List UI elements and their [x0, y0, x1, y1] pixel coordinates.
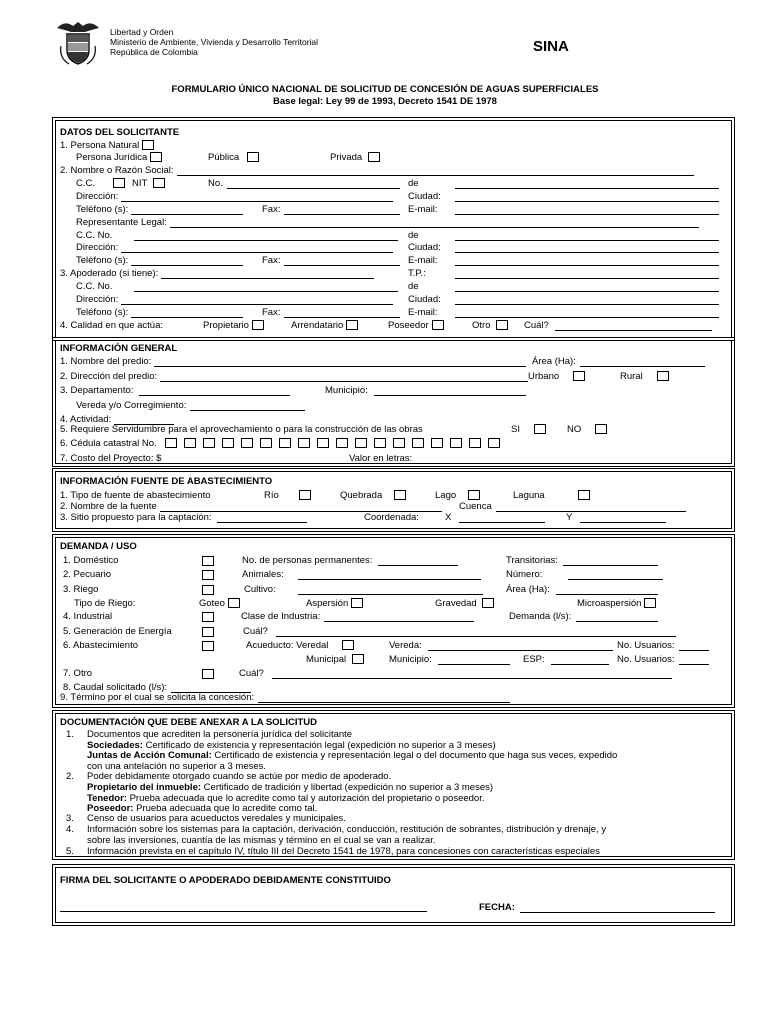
- aspersion-checkbox[interactable]: [351, 598, 363, 608]
- municipio-acueducto-field[interactable]: [438, 655, 510, 665]
- nombre-fuente-field[interactable]: [160, 502, 442, 512]
- cc-label: C.C.: [76, 178, 95, 189]
- poseedor-checkbox[interactable]: [432, 320, 444, 330]
- municipio-label: Municipio:: [325, 385, 368, 396]
- fax-field[interactable]: [284, 205, 400, 215]
- abastecimiento-label: 6. Abastecimiento: [63, 640, 138, 651]
- cedula-digit-4[interactable]: [222, 438, 234, 448]
- doc-de-label: de: [408, 178, 419, 189]
- predio-field[interactable]: [154, 357, 526, 367]
- telefono-field[interactable]: [131, 205, 243, 215]
- abastecimiento-checkbox[interactable]: [202, 641, 214, 651]
- cedula-digit-16[interactable]: [450, 438, 462, 448]
- otro-calidad-checkbox[interactable]: [496, 320, 508, 330]
- tipo-riego-label: Tipo de Riego:: [74, 598, 136, 609]
- rural-label: Rural: [620, 371, 643, 382]
- termino-field[interactable]: [258, 693, 510, 703]
- rep-cc-label: C.C. No.: [76, 230, 113, 241]
- rep-ciudad-field[interactable]: [455, 243, 719, 253]
- doc-item-1: Documentos que acrediten la personería jurídica del solicitante: [87, 729, 353, 740]
- cedula-digit-13[interactable]: [393, 438, 405, 448]
- area-label: Área (Ha):: [532, 356, 576, 367]
- section-heading-firma: FIRMA DEL SOLICITANTE O APODERADO DEBIDAMENTE CONSTITUIDO: [60, 875, 391, 886]
- cuenca-label: Cuenca: [459, 501, 492, 512]
- cedula-digit-12[interactable]: [374, 438, 386, 448]
- apo-cc-label: C.C. No.: [76, 281, 113, 292]
- area-riego-field[interactable]: [556, 585, 658, 595]
- representante-field[interactable]: [170, 218, 699, 228]
- letras-label: Valor en letras:: [349, 453, 413, 464]
- area-riego-label: Área (Ha):: [506, 584, 550, 595]
- usuarios-municipal-label: No. Usuarios:: [617, 654, 675, 665]
- rep-fax-field[interactable]: [284, 256, 400, 266]
- transitorias-field[interactable]: [563, 556, 658, 566]
- doc-num-4: 4.: [66, 824, 74, 835]
- transitorias-label: Transitorias:: [506, 555, 558, 566]
- permanentes-field[interactable]: [378, 556, 458, 566]
- rep-email-label: E-mail:: [408, 255, 438, 266]
- cual-otro-field[interactable]: [272, 669, 672, 679]
- cual-calidad-label: Cuál?: [524, 320, 549, 331]
- ciudad-field[interactable]: [455, 192, 719, 202]
- gravedad-label: Gravedad: [435, 598, 477, 609]
- area-field[interactable]: [580, 357, 705, 367]
- cedula-digit-2[interactable]: [184, 438, 196, 448]
- coord-y-field[interactable]: [580, 513, 666, 523]
- lago-checkbox[interactable]: [468, 490, 480, 500]
- direccion-label: Dirección:: [76, 191, 119, 202]
- caudal-label: 8. Caudal solicitado (l/s):: [63, 682, 168, 693]
- email-field[interactable]: [455, 205, 719, 215]
- demanda-ls-field[interactable]: [576, 612, 658, 622]
- cuenca-field[interactable]: [496, 502, 686, 512]
- acueducto-veredal-label: Acueducto: Veredal: [246, 640, 329, 651]
- clase-industria-label: Clase de Industria:: [241, 611, 321, 622]
- actividad-label: 4. Actividad:: [60, 414, 112, 425]
- apoderado-label: 3. Apoderado (si tiene):: [60, 268, 159, 279]
- rep-telefono-field[interactable]: [131, 256, 243, 266]
- apo-direccion-label: Dirección:: [76, 294, 119, 305]
- rep-de-field[interactable]: [455, 231, 719, 241]
- rep-fax-label: Fax:: [262, 255, 281, 266]
- urbano-checkbox[interactable]: [573, 371, 585, 381]
- goteo-label: Goteo: [199, 598, 225, 609]
- arrendatario-label: Arrendatario: [291, 320, 344, 331]
- doc-propietario-text: Certificado de tradición y libertad (expedición no superior a 3 meses): [201, 782, 494, 793]
- vereda-acueducto-label: Vereda:: [389, 640, 422, 651]
- section-firma: [52, 864, 735, 926]
- numero-label: Número:: [506, 569, 543, 580]
- apo-direccion-field[interactable]: [121, 295, 393, 305]
- riego-checkbox[interactable]: [202, 585, 214, 595]
- no-label: NO: [567, 424, 582, 435]
- rep-direccion-label: Dirección:: [76, 242, 119, 253]
- doc-item-3: Censo de usuarios para acueductos veredales y municipales.: [87, 813, 346, 824]
- cedula-digit-9[interactable]: [317, 438, 329, 448]
- municipio-field[interactable]: [374, 386, 526, 396]
- termino-label: 9. Término por el cual se solicita la concesión:: [60, 692, 255, 703]
- doc-sociedades-bold: Sociedades:: [87, 740, 143, 751]
- dir-predio-field[interactable]: [160, 372, 528, 382]
- dir-predio-label: 2. Dirección del predio:: [60, 371, 158, 382]
- otro-uso-checkbox[interactable]: [202, 669, 214, 679]
- apo-fax-label: Fax:: [262, 307, 281, 318]
- rep-telefono-label: Teléfono (s):: [76, 255, 129, 266]
- header-line-2: Ministerio de Ambiente, Vivienda y Desarrollo Territorial: [110, 37, 319, 47]
- privada-checkbox[interactable]: [368, 152, 380, 162]
- urbano-label: Urbano: [528, 371, 560, 382]
- doc-item-4b: sobre las inversiones, cuantía de las mismas y término en el cual se van a realizar.: [87, 835, 436, 846]
- cedula-digit-17[interactable]: [469, 438, 481, 448]
- cedula-digit-15[interactable]: [431, 438, 443, 448]
- cual-energia-label: Cuál?: [243, 626, 268, 637]
- section-heading-general: INFORMACIÓN GENERAL: [60, 343, 178, 354]
- cultivo-field[interactable]: [298, 585, 483, 595]
- publica-checkbox[interactable]: [247, 152, 259, 162]
- rep-email-field[interactable]: [455, 256, 719, 266]
- persona-natural-label: 1. Persona Natural: [60, 140, 140, 151]
- si-label: SI: [511, 424, 520, 435]
- esp-label: ESP:: [523, 654, 545, 665]
- energia-checkbox[interactable]: [202, 627, 214, 637]
- rep-direccion-field[interactable]: [121, 243, 393, 253]
- apo-telefono-label: Teléfono (s):: [76, 307, 129, 318]
- section-heading-fuente: INFORMACIÓN FUENTE DE ABASTECIMIENTO: [60, 476, 273, 487]
- rio-label: Río: [264, 490, 279, 501]
- industrial-label: 4. Industrial: [63, 611, 113, 622]
- doc-no-field[interactable]: [227, 179, 400, 189]
- costo-field[interactable]: [161, 454, 291, 464]
- permanentes-label: No. de personas permanentes:: [242, 555, 373, 566]
- apo-de-field[interactable]: [455, 282, 719, 292]
- vereda-acueducto-field[interactable]: [428, 641, 613, 651]
- fecha-label: FECHA:: [479, 902, 515, 913]
- apo-email-label: E-mail:: [408, 307, 438, 318]
- goteo-checkbox[interactable]: [228, 598, 240, 608]
- cedula-label: 6. Cédula catastral No.: [60, 438, 157, 449]
- telefono-label: Teléfono (s):: [76, 204, 129, 215]
- doc-num-5: 5.: [66, 846, 74, 857]
- pecuario-checkbox[interactable]: [202, 570, 214, 580]
- fecha-field[interactable]: [520, 903, 715, 913]
- cedula-digit-7[interactable]: [279, 438, 291, 448]
- razon-social-field[interactable]: [177, 166, 694, 176]
- direccion-field[interactable]: [121, 192, 393, 202]
- vereda-label: Vereda y/o Corregimiento:: [76, 400, 187, 411]
- cual-calidad-field[interactable]: [555, 321, 712, 331]
- sitio-field[interactable]: [217, 513, 307, 523]
- aspersion-label: Aspersión: [306, 598, 349, 609]
- rural-checkbox[interactable]: [657, 371, 669, 381]
- cultivo-label: Cultivo:: [244, 584, 276, 595]
- cual-otro-label: Cuál?: [239, 668, 264, 679]
- cedula-digit-8[interactable]: [298, 438, 310, 448]
- quebrada-checkbox[interactable]: [394, 490, 406, 500]
- apo-cc-field[interactable]: [134, 282, 398, 292]
- esp-field[interactable]: [551, 655, 609, 665]
- doc-jac-text: Certificado de existencia y representación legal o del documento que haga sus veces, expedido: [211, 750, 618, 761]
- coord-y-label: Y: [566, 512, 573, 523]
- predio-label: 1. Nombre del predio:: [60, 356, 152, 367]
- animales-label: Animales:: [242, 569, 284, 580]
- doc-item-5: Información prevista en el capítulo IV, título III del Decreto 1541 de 1978, para concesiones con características especiales: [87, 846, 600, 857]
- cedula-digit-14[interactable]: [412, 438, 424, 448]
- cedula-digit-1[interactable]: [165, 438, 177, 448]
- doc-item-2: Poder debidamente otorgado cuando se actúe por medio de apoderado.: [87, 771, 392, 782]
- section-heading-solicitante: DATOS DEL SOLICITANTE: [60, 127, 180, 138]
- gravedad-checkbox[interactable]: [482, 598, 494, 608]
- doc-poseedor-text: Prueba adecuada que lo acredite como tal.: [133, 803, 318, 814]
- propietario-checkbox[interactable]: [252, 320, 264, 330]
- coord-x-label: X: [445, 512, 452, 523]
- razon-social-label: 2. Nombre o Razón Social:: [60, 165, 174, 176]
- domestico-checkbox[interactable]: [202, 556, 214, 566]
- doc-jac-text-2: con una antelación no superior a 3 meses.: [87, 761, 267, 772]
- persona-juridica-checkbox[interactable]: [150, 152, 162, 162]
- clase-industria-field[interactable]: [324, 612, 474, 622]
- doc-item-4: Información sobre los sistemas para la captación, derivación, conducción, restitución de sobrantes, distribución y drenaje, y: [87, 824, 607, 835]
- ciudad-label: Ciudad:: [408, 191, 441, 202]
- doc-poseedor-bold: Poseedor:: [87, 803, 134, 814]
- vereda-field[interactable]: [190, 401, 305, 411]
- tipo-fuente-label: 1. Tipo de fuente de abastecimiento: [60, 490, 211, 501]
- municipal-label: Municipal: [306, 654, 347, 665]
- doc-num-1: 1.: [66, 729, 74, 740]
- calidad-label: 4. Calidad en que actúa:: [60, 320, 163, 331]
- usuarios-municipal-field[interactable]: [679, 655, 709, 665]
- usuarios-veredal-field[interactable]: [679, 641, 709, 651]
- sina-label: SINA: [533, 38, 569, 55]
- rep-cc-field[interactable]: [134, 231, 398, 241]
- letras-field[interactable]: [416, 454, 706, 464]
- email-label: E-mail:: [408, 204, 438, 215]
- propietario-label: Propietario: [203, 320, 249, 331]
- doc-tenedor-bold: Tenedor:: [87, 793, 127, 804]
- costo-label: 7. Costo del Proyecto: $: [60, 453, 162, 464]
- nombre-fuente-label: 2. Nombre de la fuente: [60, 501, 157, 512]
- apo-email-field[interactable]: [455, 308, 719, 318]
- doc-propietario-bold: Propietario del inmueble:: [87, 782, 202, 793]
- servidumbre-label: 5. Requiere Servidumbre para el aprovechamiento o para la construcción de las obras: [60, 424, 423, 435]
- arrendatario-checkbox[interactable]: [346, 320, 358, 330]
- laguna-label: Laguna: [513, 490, 545, 501]
- rep-de-label: de: [408, 230, 419, 241]
- microaspersion-label: Microaspersión: [577, 598, 642, 609]
- apo-telefono-field[interactable]: [131, 308, 243, 318]
- persona-juridica-label: Persona Jurídica: [76, 152, 148, 163]
- form-subtitle: Base legal: Ley 99 de 1993, Decreto 1541 DE 1978: [273, 96, 497, 107]
- doc-no-label: No.: [208, 178, 223, 189]
- form-title: FORMULARIO ÚNICO NACIONAL DE SOLICITUD DE CONCESIÓN DE AGUAS SUPERFICIALES: [171, 84, 599, 95]
- servidumbre-si-checkbox[interactable]: [534, 424, 546, 434]
- animales-field[interactable]: [298, 570, 481, 580]
- header-line-1: Libertad y Orden: [110, 27, 174, 37]
- doc-num-3: 3.: [66, 813, 74, 824]
- sitio-label: 3. Sitio propuesto para la captación:: [60, 512, 212, 523]
- doc-jac-bold: Juntas de Acción Comunal:: [87, 750, 212, 761]
- doc-tenedor-text: Prueba adecuada que lo acredite como tal y autorización del propietario o poseedor.: [126, 793, 485, 804]
- industrial-checkbox[interactable]: [202, 612, 214, 622]
- depto-field[interactable]: [139, 386, 290, 396]
- apo-ciudad-label: Ciudad:: [408, 294, 441, 305]
- apo-fax-field[interactable]: [284, 308, 400, 318]
- depto-label: 3. Departamento:: [60, 385, 134, 396]
- laguna-checkbox[interactable]: [578, 490, 590, 500]
- servidumbre-no-checkbox[interactable]: [595, 424, 607, 434]
- fax-label: Fax:: [262, 204, 281, 215]
- cedula-digit-18[interactable]: [488, 438, 500, 448]
- representante-label: Representante Legal:: [76, 217, 167, 228]
- pecuario-label: 2. Pecuario: [63, 569, 112, 580]
- cedula-digit-6[interactable]: [260, 438, 272, 448]
- rio-checkbox[interactable]: [299, 490, 311, 500]
- nit-checkbox[interactable]: [153, 178, 165, 188]
- numero-field[interactable]: [568, 570, 663, 580]
- apoderado-field[interactable]: [161, 269, 374, 279]
- cual-energia-field[interactable]: [276, 627, 676, 637]
- municipal-checkbox[interactable]: [352, 654, 364, 664]
- doc-num-2: 2.: [66, 771, 74, 782]
- cc-checkbox[interactable]: [113, 178, 125, 188]
- cedula-digit-3[interactable]: [203, 438, 215, 448]
- coord-x-field[interactable]: [459, 513, 545, 523]
- quebrada-label: Quebrada: [340, 490, 383, 501]
- coat-of-arms-logo: [55, 18, 101, 68]
- poseedor-label: Poseedor: [388, 320, 429, 331]
- section-heading-documentos: DOCUMENTACIÓN QUE DEBE ANEXAR A LA SOLICITUD: [60, 717, 318, 728]
- doc-sociedades-text: Certificado de existencia y representación legal (expedición no superior a 3 meses): [142, 740, 496, 751]
- otro-calidad-label: Otro: [472, 320, 491, 331]
- firma-field[interactable]: [60, 902, 427, 912]
- privada-label: Privada: [330, 152, 363, 163]
- riego-label: 3. Riego: [63, 584, 99, 595]
- municipio-acueducto-label: Municipio:: [389, 654, 432, 665]
- tp-field[interactable]: [455, 269, 719, 279]
- coordenada-label: Coordenada:: [364, 512, 419, 523]
- rep-ciudad-label: Ciudad:: [408, 242, 441, 253]
- section-heading-demanda: DEMANDA / USO: [60, 541, 137, 552]
- header-line-3: República de Colombia: [110, 47, 198, 57]
- domestico-label: 1. Doméstico: [63, 555, 119, 566]
- apo-de-label: de: [408, 281, 419, 292]
- apo-ciudad-field[interactable]: [455, 295, 719, 305]
- publica-label: Pública: [208, 152, 240, 163]
- cedula-digit-5[interactable]: [241, 438, 253, 448]
- microaspersion-checkbox[interactable]: [644, 598, 656, 608]
- cedula-digit-10[interactable]: [336, 438, 348, 448]
- usuarios-veredal-label: No. Usuarios:: [617, 640, 675, 651]
- demanda-ls-label: Demanda (l/s):: [509, 611, 572, 622]
- otro-uso-label: 7. Otro: [63, 668, 93, 679]
- acueducto-veredal-checkbox[interactable]: [342, 640, 354, 650]
- lago-label: Lago: [435, 490, 457, 501]
- tp-label: T.P.:: [408, 268, 426, 279]
- persona-natural-checkbox[interactable]: [142, 140, 154, 150]
- doc-de-field[interactable]: [455, 179, 719, 189]
- energia-label: 5. Generación de Energía: [63, 626, 172, 637]
- cedula-digit-11[interactable]: [355, 438, 367, 448]
- nit-label: NIT: [132, 178, 148, 189]
